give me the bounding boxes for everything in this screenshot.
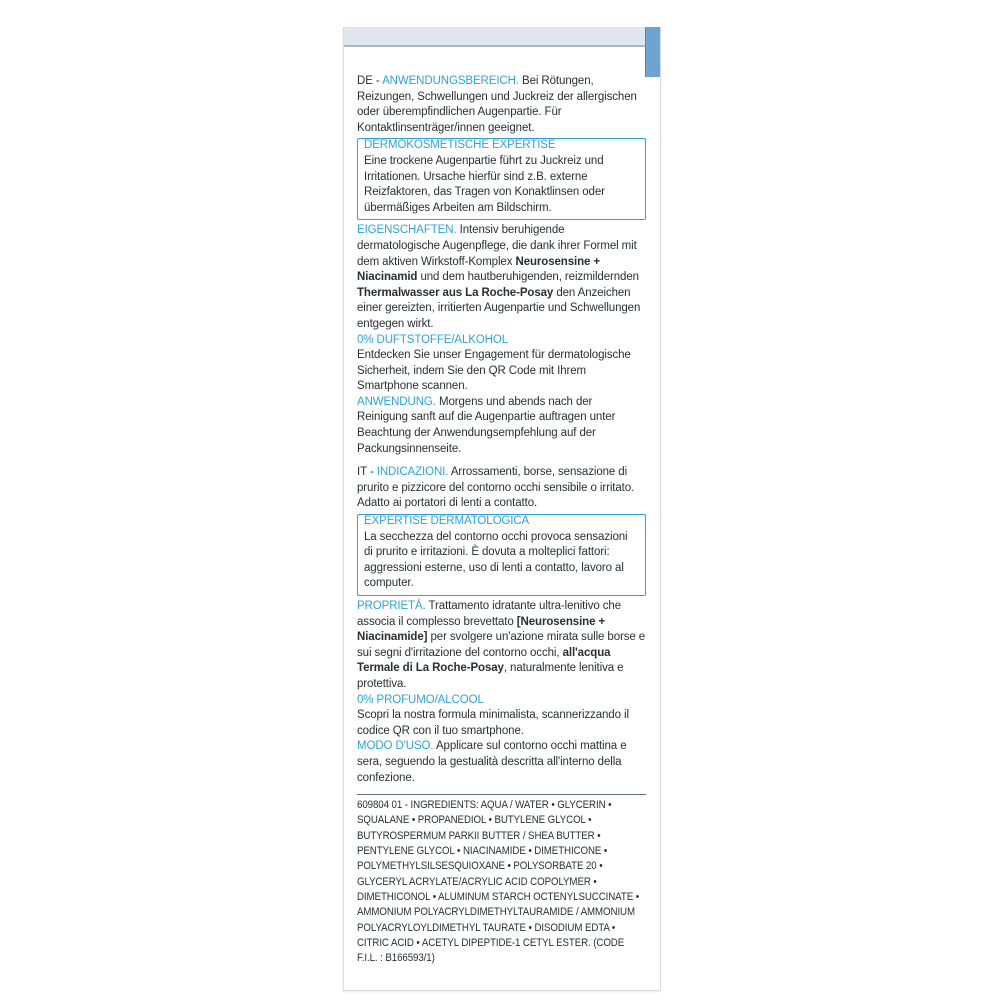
de-properties: [357, 223, 646, 332]
it-qr-text: Scopri la nostra formula minimalista, scannerizzando il codice QR con il tuo smartphone.: [357, 709, 629, 737]
de-expertise-text: Eine trockene Augenpartie führt zu Juckreiz und Irritationen. Ursache hierfür sind z.B. externe Reizfaktoren, das Tragen von Konaktlinsen oder übermäßiges Arbeiten am Bildschirm.: [364, 154, 605, 214]
de-properties-text-1: Intensiv beruhigende dermatologische Augenpflege, die dank ihrer Formel mit dem aktiven Wirkstoff-Komplex: [357, 224, 637, 268]
de-indication-text: Bei Rötungen, Reizungen, Schwellungen und Juckreiz der allergischen oder überempfindlichen Augenpartie. Für Kontaktlinsenträger/innen geeignet.: [357, 75, 637, 134]
it-properties-label: PROPRIETÀ.: [357, 600, 426, 612]
it-usage-text: Applicare sul contorno occhi mattina e sera, seguendo la gestualità descritta all'interno della confezione.: [357, 740, 627, 784]
package-blue-tab: [645, 27, 660, 77]
package-text: [357, 74, 646, 966]
de-usage-text: Morgens und abends nach der Reinigung sanft auf die Augenpartie auftragen unter Beachtung der Anwendungsempfehlung auf der Packungsinnenseite.: [357, 395, 616, 455]
it-expertise-box: [357, 514, 646, 596]
it-usage: [357, 739, 646, 786]
de-usage: [357, 395, 646, 457]
de-usage-label: ANWENDUNG.: [357, 395, 436, 408]
de-expertise-box: [357, 138, 646, 220]
it-properties-bold-2: all'acqua Termale di La Roche-Posay: [357, 646, 611, 675]
de-indication-label: ANWENDUNGSBEREICH.: [382, 75, 519, 87]
de-expertise-title: DERMOKOSMETISCHE EXPERTISE: [364, 139, 556, 152]
de-properties-bold-1: Neurosensine + Niacinamid: [357, 255, 601, 284]
it-indication-label: INDICAZIONI.: [376, 466, 449, 479]
de-indication: [357, 74, 646, 136]
it-prefix: IT -: [357, 466, 377, 479]
it-properties-text-2: per svolgere un'azione mirata sulle borse e sui segni d'irritazione del contorno occhi,: [357, 631, 646, 659]
it-properties-text-3: , naturalmente lenitiva e protettiva.: [357, 662, 624, 690]
de-free-from: 0% DUFTSTOFFE/ALKOHOL: [357, 333, 509, 346]
package-top-flap: [344, 27, 660, 47]
it-indication: [357, 465, 646, 512]
de-properties-label: EIGENSCHAFTEN.: [357, 224, 457, 237]
de-properties-text-3: den Anzeichen einer gereizten, irritierten Augenpartie und Schwellungen entgegen wirkt.: [357, 286, 641, 330]
de-qr-text: Entdecken Sie unser Engagement für dermatologische Sicherheit, indem Sie den QR Code mit Ihrem Smartphone scannen.: [357, 349, 631, 393]
it-expertise-title: EXPERTISE DERMATOLOGICA: [364, 515, 530, 528]
package-side-panel: [343, 27, 661, 991]
it-expertise-text: La secchezza del contorno occhi provoca sensazioni di prurito e irritazioni. È dovuta a molteplici fattori: aggressioni esterne, uso di lenti a contatto, lavoro al computer.: [364, 530, 628, 590]
it-free-from: 0% PROFUMO/ALCOOL: [357, 693, 484, 706]
ingredients-list: 609804 01 - INGREDIENTS: AQUA / WATER • GLYCERIN • SQUALANE • PROPANEDIOL • BUTYLENE GLYCOL • BUTYROSPERMUM PARKII BUTTER / SHEA BUTTER • PENTYLENE GLYCOL • NIACINAMIDE • DIMETHICONE • POLYMETHYLSILSESQUIOXANE • POLYSORBATE 20 • GLYCERYL ACRYLATE/ACRYLIC ACID COPOLYMER • DIMETHICONOL • ALUMINUM STARCH OCTENYLSUCCINATE • AMMONIUM POLYACRYLDIMETHYLTAURAMIDE / AMMONIUM POLYACRYLOYLDIMETHYL TAURATE • DISODIUM EDTA • CITRIC ACID • ACETYL DIPEPTIDE-1 CETYL ESTER. (CODE F.I.L. : B166593/1): [357, 794, 646, 966]
it-properties: [357, 599, 646, 693]
it-properties-text-1: Trattamento idratante ultra-lenitivo che associa il complesso brevettato: [357, 600, 621, 628]
de-prefix: DE -: [357, 75, 383, 87]
it-properties-bold-1: [Neurosensine + Niacinamide]: [357, 615, 606, 644]
it-indication-text: Arrossamenti, borse, sensazione di prurito e pizzicore del contorno occhi sensibile o irritato. Adatto ai portatori di lenti a contatto.: [357, 466, 635, 510]
it-usage-label: MODO D'USO.: [357, 740, 434, 753]
de-properties-bold-2: Thermalwasser aus La Roche-Posay: [357, 286, 554, 299]
de-properties-text-2: und dem hautberuhigenden, reizmildernden: [417, 271, 639, 284]
